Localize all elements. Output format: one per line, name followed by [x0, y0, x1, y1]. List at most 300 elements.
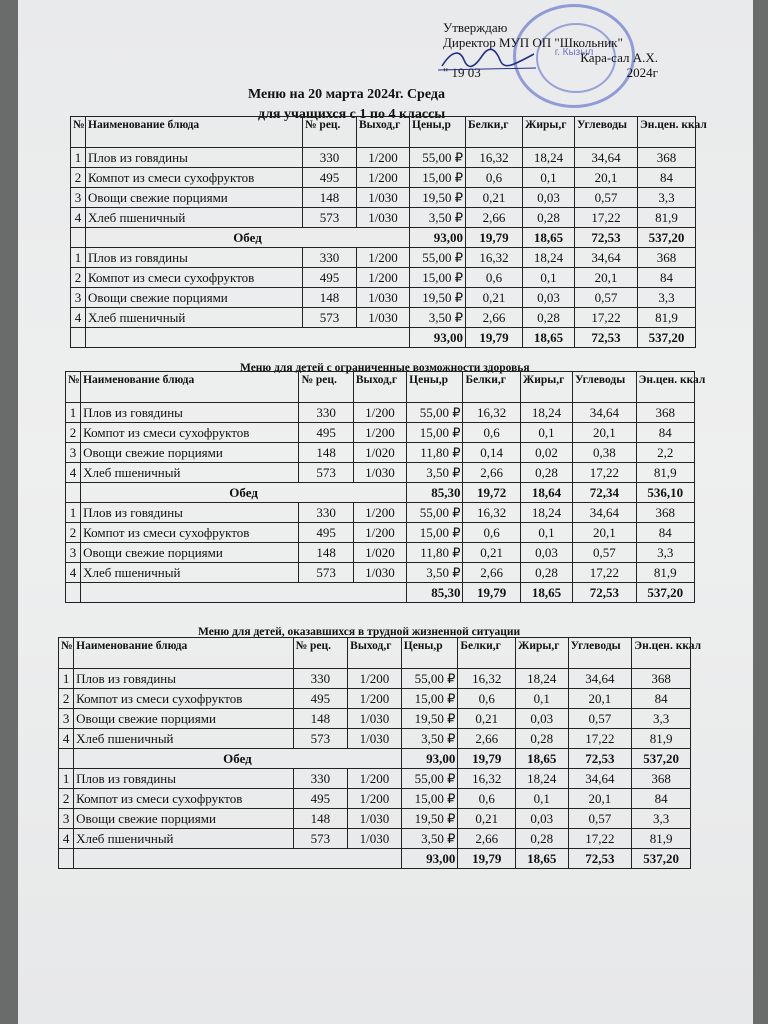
total-price: 85,30 — [407, 483, 463, 503]
row-number: 1 — [59, 669, 74, 689]
table-row — [71, 208, 696, 228]
total-carbohydrates: 72,53 — [568, 749, 632, 769]
fat: 0,28 — [516, 829, 569, 849]
approval-position: Директор МУП ОП "Школьник" — [443, 35, 623, 50]
price: 19,50 ₽ — [410, 188, 466, 208]
fat: 0,1 — [520, 423, 572, 443]
dish-name: Компот из смеси сухофруктов — [86, 268, 303, 288]
energy-value: 84 — [636, 423, 694, 443]
protein: 0,6 — [463, 523, 520, 543]
dish-name: Компот из смеси сухофруктов — [74, 789, 293, 809]
empty-cell — [59, 849, 74, 869]
column-header-price: Цены,р — [401, 638, 458, 669]
energy-value: 84 — [632, 689, 691, 709]
portion-weight: 1/030 — [357, 188, 410, 208]
table-row — [59, 809, 691, 829]
table-row — [59, 709, 691, 729]
carbohydrates: 34,64 — [575, 248, 638, 268]
recipe-number: 330 — [299, 403, 353, 423]
meal-subtotal-row — [66, 483, 695, 503]
table-row — [59, 789, 691, 809]
dish-name: Хлеб пшеничный — [74, 729, 293, 749]
table-row — [59, 729, 691, 749]
total-fat: 18,65 — [523, 228, 575, 248]
column-header-prot: Белки,г — [466, 117, 523, 148]
recipe-number: 573 — [303, 208, 357, 228]
energy-value: 81,9 — [632, 829, 691, 849]
carbohydrates: 0,57 — [575, 188, 638, 208]
column-header-kcal: Эн.цен. ккал — [636, 372, 694, 403]
table-row — [66, 523, 695, 543]
carbohydrates: 34,64 — [575, 148, 638, 168]
table-row — [59, 769, 691, 789]
protein: 0,21 — [463, 543, 520, 563]
dish-name: Овощи свежие порциями — [86, 288, 303, 308]
energy-value: 368 — [632, 769, 691, 789]
meal-label: Обед — [86, 228, 410, 248]
director-name: Кара-сал А.Х. — [580, 50, 658, 65]
portion-weight: 1/200 — [348, 789, 402, 809]
table-row — [71, 308, 696, 328]
protein: 16,32 — [458, 769, 516, 789]
menu-table — [58, 637, 702, 869]
energy-value: 81,9 — [636, 563, 694, 583]
energy-value: 84 — [636, 523, 694, 543]
row-number: 1 — [66, 503, 81, 523]
dish-name: Плов из говядины — [86, 248, 303, 268]
page-subtitle: для учащихся с 1 по 4 классы — [258, 107, 446, 122]
price: 3,50 ₽ — [410, 308, 466, 328]
table-row — [71, 268, 696, 288]
energy-value: 3,3 — [638, 188, 696, 208]
column-header-kcal: Эн.цен. ккал — [638, 117, 696, 148]
table-row — [66, 423, 695, 443]
row-number: 3 — [66, 543, 81, 563]
column-header-name: Наименование блюда — [81, 372, 299, 403]
price: 55,00 ₽ — [401, 769, 458, 789]
carbohydrates: 20,1 — [568, 789, 632, 809]
menu-table — [70, 116, 707, 348]
protein: 0,6 — [458, 789, 516, 809]
empty-cell — [81, 583, 407, 603]
protein: 2,66 — [466, 208, 523, 228]
row-number: 3 — [59, 809, 74, 829]
total-fat: 18,65 — [520, 583, 572, 603]
protein: 0,14 — [463, 443, 520, 463]
total-protein: 19,79 — [458, 749, 516, 769]
energy-value: 368 — [632, 669, 691, 689]
total-row — [71, 328, 696, 348]
portion-weight: 1/030 — [357, 308, 410, 328]
recipe-number: 573 — [303, 308, 357, 328]
official-seal: г. Кызыл — [513, 4, 635, 108]
portion-weight: 1/030 — [357, 208, 410, 228]
energy-value: 3,3 — [632, 809, 691, 829]
recipe-number: 573 — [299, 463, 353, 483]
price: 3,50 ₽ — [401, 829, 458, 849]
portion-weight: 1/200 — [353, 403, 406, 423]
price: 3,50 ₽ — [407, 563, 463, 583]
price: 11,80 ₽ — [407, 543, 463, 563]
table-row — [66, 463, 695, 483]
total-row — [66, 583, 695, 603]
column-header-fat: Жиры,г — [520, 372, 572, 403]
portion-weight: 1/020 — [353, 443, 406, 463]
recipe-number: 330 — [299, 503, 353, 523]
header-row — [59, 638, 691, 669]
portion-weight: 1/200 — [353, 423, 406, 443]
protein: 16,32 — [458, 669, 516, 689]
price: 55,00 ₽ — [410, 248, 466, 268]
protein: 0,6 — [458, 689, 516, 709]
recipe-number: 495 — [299, 523, 353, 543]
energy-value: 81,9 — [632, 729, 691, 749]
fat: 0,03 — [523, 188, 575, 208]
energy-value: 3,3 — [638, 288, 696, 308]
total-energy: 537,20 — [638, 328, 696, 348]
empty-cell — [66, 583, 81, 603]
column-header-name: Наименование блюда — [74, 638, 293, 669]
row-number: 2 — [71, 168, 86, 188]
energy-value: 81,9 — [638, 308, 696, 328]
protein: 0,21 — [466, 288, 523, 308]
total-price: 93,00 — [410, 328, 466, 348]
row-number: 3 — [59, 709, 74, 729]
table-row — [66, 443, 695, 463]
price: 15,00 ₽ — [410, 168, 466, 188]
protein: 2,66 — [458, 729, 516, 749]
protein: 2,66 — [458, 829, 516, 849]
column-header-fat: Жиры,г — [516, 638, 569, 669]
portion-weight: 1/030 — [348, 729, 402, 749]
table-row — [59, 669, 691, 689]
carbohydrates: 20,1 — [573, 523, 636, 543]
carbohydrates: 17,22 — [575, 208, 638, 228]
recipe-number: 330 — [303, 248, 357, 268]
fat: 0,02 — [520, 443, 572, 463]
total-fat: 18,64 — [520, 483, 572, 503]
empty-cell — [71, 228, 86, 248]
empty-cell — [74, 849, 402, 869]
fat: 0,28 — [523, 208, 575, 228]
dish-name: Плов из говядины — [74, 669, 293, 689]
signature-icon — [438, 46, 538, 72]
row-number: 2 — [59, 789, 74, 809]
column-header-carb: Углеводы — [573, 372, 636, 403]
total-carbohydrates: 72,53 — [575, 328, 638, 348]
dish-name: Овощи свежие порциями — [74, 709, 293, 729]
protein: 16,32 — [466, 148, 523, 168]
table-row — [71, 288, 696, 308]
total-carbohydrates: 72,34 — [573, 483, 636, 503]
dish-name: Хлеб пшеничный — [86, 308, 303, 328]
row-number: 2 — [66, 423, 81, 443]
fat: 0,28 — [520, 463, 572, 483]
protein: 0,6 — [466, 168, 523, 188]
total-protein: 19,79 — [466, 228, 523, 248]
price: 19,50 ₽ — [401, 709, 458, 729]
section-heading: Меню для детей с ограниченные возможности здоровья — [240, 362, 530, 374]
portion-weight: 1/200 — [353, 523, 406, 543]
recipe-number: 495 — [303, 268, 357, 288]
fat: 18,24 — [516, 669, 569, 689]
column-header-prot: Белки,г — [458, 638, 516, 669]
row-number: 1 — [71, 148, 86, 168]
table-row — [66, 543, 695, 563]
total-protein: 19,79 — [463, 583, 520, 603]
price: 55,00 ₽ — [410, 148, 466, 168]
price: 19,50 ₽ — [401, 809, 458, 829]
carbohydrates: 0,57 — [573, 543, 636, 563]
total-carbohydrates: 72,53 — [573, 583, 636, 603]
dish-name: Хлеб пшеничный — [81, 463, 299, 483]
header-row — [66, 372, 695, 403]
table-row — [71, 248, 696, 268]
portion-weight: 1/030 — [357, 288, 410, 308]
price: 19,50 ₽ — [410, 288, 466, 308]
recipe-number: 148 — [299, 543, 353, 563]
protein: 16,32 — [463, 503, 520, 523]
energy-value: 368 — [636, 403, 694, 423]
portion-weight: 1/030 — [348, 709, 402, 729]
dish-name: Плов из говядины — [74, 769, 293, 789]
price: 15,00 ₽ — [410, 268, 466, 288]
fat: 0,1 — [520, 523, 572, 543]
carbohydrates: 17,22 — [568, 829, 632, 849]
recipe-number: 330 — [293, 769, 348, 789]
price: 3,50 ₽ — [401, 729, 458, 749]
carbohydrates: 0,38 — [573, 443, 636, 463]
fat: 0,1 — [523, 168, 575, 188]
total-price: 93,00 — [401, 749, 458, 769]
carbohydrates: 17,22 — [568, 729, 632, 749]
fat: 0,1 — [516, 789, 569, 809]
column-header-out: Выход,г — [348, 638, 402, 669]
energy-value: 368 — [636, 503, 694, 523]
portion-weight: 1/030 — [348, 829, 402, 849]
column-header-fat: Жиры,г — [523, 117, 575, 148]
price: 55,00 ₽ — [401, 669, 458, 689]
table-row — [66, 503, 695, 523]
row-number: 4 — [59, 729, 74, 749]
fat: 0,28 — [516, 729, 569, 749]
column-header-rec: № рец. — [299, 372, 353, 403]
portion-weight: 1/200 — [348, 669, 402, 689]
recipe-number: 495 — [303, 168, 357, 188]
column-header-rec: № рец. — [303, 117, 357, 148]
row-number: 3 — [71, 288, 86, 308]
table-row — [66, 563, 695, 583]
meal-subtotal-row — [59, 749, 691, 769]
row-number: 1 — [66, 403, 81, 423]
price: 15,00 ₽ — [401, 689, 458, 709]
approval-date: " 19 03 — [443, 65, 481, 80]
total-carbohydrates: 72,53 — [575, 228, 638, 248]
column-header-rec: № рец. — [293, 638, 348, 669]
energy-value: 3,3 — [636, 543, 694, 563]
column-header-num: № — [71, 117, 86, 148]
carbohydrates: 34,64 — [573, 403, 636, 423]
protein: 0,6 — [466, 268, 523, 288]
column-header-kcal: Эн.цен. ккал — [632, 638, 691, 669]
dish-name: Компот из смеси сухофруктов — [86, 168, 303, 188]
recipe-number: 573 — [299, 563, 353, 583]
price: 15,00 ₽ — [401, 789, 458, 809]
meal-label: Обед — [74, 749, 402, 769]
row-number: 3 — [66, 443, 81, 463]
row-number: 3 — [71, 188, 86, 208]
recipe-number: 148 — [293, 809, 348, 829]
dish-name: Овощи свежие порциями — [86, 188, 303, 208]
portion-weight: 1/200 — [357, 148, 410, 168]
column-header-prot: Белки,г — [463, 372, 520, 403]
total-price: 93,00 — [401, 849, 458, 869]
carbohydrates: 17,22 — [573, 463, 636, 483]
carbohydrates: 17,22 — [575, 308, 638, 328]
price: 11,80 ₽ — [407, 443, 463, 463]
carbohydrates: 34,64 — [568, 669, 632, 689]
section-heading: Меню для детей, оказавшихся в трудной жизненной ситуации — [198, 626, 521, 638]
fat: 0,03 — [520, 543, 572, 563]
dish-name: Плов из говядины — [81, 403, 299, 423]
price: 55,00 ₽ — [407, 503, 463, 523]
total-price: 85,30 — [407, 583, 463, 603]
fat: 0,03 — [516, 809, 569, 829]
fat: 0,03 — [516, 709, 569, 729]
dish-name: Хлеб пшеничный — [86, 208, 303, 228]
meal-label: Обед — [81, 483, 407, 503]
energy-value: 81,9 — [638, 208, 696, 228]
dish-name: Овощи свежие порциями — [74, 809, 293, 829]
recipe-number: 148 — [299, 443, 353, 463]
energy-value: 81,9 — [636, 463, 694, 483]
menu-table — [65, 371, 706, 603]
dish-name: Хлеб пшеничный — [81, 563, 299, 583]
table-row — [59, 689, 691, 709]
row-number: 2 — [71, 268, 86, 288]
dish-name: Овощи свежие порциями — [81, 543, 299, 563]
column-header-carb: Углеводы — [568, 638, 632, 669]
protein: 16,32 — [466, 248, 523, 268]
fat: 0,1 — [516, 689, 569, 709]
recipe-number: 148 — [303, 188, 357, 208]
carbohydrates: 17,22 — [573, 563, 636, 583]
approval-year: 2024г — [626, 65, 658, 80]
carbohydrates: 20,1 — [568, 689, 632, 709]
price: 15,00 ₽ — [407, 423, 463, 443]
carbohydrates: 0,57 — [575, 288, 638, 308]
fat: 18,24 — [520, 403, 572, 423]
portion-weight: 1/030 — [353, 563, 406, 583]
protein: 2,66 — [463, 463, 520, 483]
total-energy: 537,20 — [638, 228, 696, 248]
recipe-number: 573 — [293, 829, 348, 849]
column-header-name: Наименование блюда — [86, 117, 303, 148]
carbohydrates: 20,1 — [575, 268, 638, 288]
carbohydrates: 20,1 — [573, 423, 636, 443]
row-number: 1 — [59, 769, 74, 789]
portion-weight: 1/200 — [357, 248, 410, 268]
recipe-number: 573 — [293, 729, 348, 749]
protein: 16,32 — [463, 403, 520, 423]
total-energy: 536,10 — [636, 483, 694, 503]
portion-weight: 1/200 — [348, 689, 402, 709]
portion-weight: 1/020 — [353, 543, 406, 563]
row-number: 4 — [71, 208, 86, 228]
fat: 18,24 — [523, 248, 575, 268]
total-protein: 19,72 — [463, 483, 520, 503]
empty-cell — [86, 328, 410, 348]
table-row — [71, 148, 696, 168]
fat: 0,03 — [523, 288, 575, 308]
table-row — [59, 829, 691, 849]
total-carbohydrates: 72,53 — [568, 849, 632, 869]
recipe-number: 495 — [293, 689, 348, 709]
recipe-number: 495 — [293, 789, 348, 809]
row-number: 4 — [66, 463, 81, 483]
portion-weight: 1/200 — [353, 503, 406, 523]
dish-name: Компот из смеси сухофруктов — [81, 423, 299, 443]
total-energy: 537,20 — [636, 583, 694, 603]
paper-sheet — [18, 0, 753, 1024]
total-energy: 537,20 — [632, 749, 691, 769]
dish-name: Компот из смеси сухофруктов — [81, 523, 299, 543]
protein: 2,66 — [463, 563, 520, 583]
carbohydrates: 0,57 — [568, 709, 632, 729]
energy-value: 2,2 — [636, 443, 694, 463]
dish-name: Плов из говядины — [81, 503, 299, 523]
row-number: 2 — [59, 689, 74, 709]
meal-subtotal-row — [71, 228, 696, 248]
energy-value: 368 — [638, 248, 696, 268]
column-header-price: Цены,р — [410, 117, 466, 148]
total-protein: 19,79 — [458, 849, 516, 869]
total-protein: 19,79 — [466, 328, 523, 348]
portion-weight: 1/030 — [348, 809, 402, 829]
total-energy: 537,20 — [632, 849, 691, 869]
row-number: 2 — [66, 523, 81, 543]
fat: 0,28 — [523, 308, 575, 328]
energy-value: 84 — [638, 168, 696, 188]
portion-weight: 1/200 — [357, 268, 410, 288]
column-header-price: Цены,р — [407, 372, 463, 403]
empty-cell — [59, 749, 74, 769]
protein: 0,21 — [458, 709, 516, 729]
fat: 18,24 — [516, 769, 569, 789]
price: 3,50 ₽ — [410, 208, 466, 228]
portion-weight: 1/030 — [353, 463, 406, 483]
empty-cell — [71, 328, 86, 348]
header-row — [71, 117, 696, 148]
recipe-number: 148 — [293, 709, 348, 729]
total-fat: 18,65 — [516, 749, 569, 769]
energy-value: 368 — [638, 148, 696, 168]
protein: 2,66 — [466, 308, 523, 328]
protein: 0,6 — [463, 423, 520, 443]
column-header-num: № — [59, 638, 74, 669]
energy-value: 84 — [632, 789, 691, 809]
table-row — [66, 403, 695, 423]
total-price: 93,00 — [410, 228, 466, 248]
table-row — [71, 188, 696, 208]
price: 15,00 ₽ — [407, 523, 463, 543]
fat: 18,24 — [523, 148, 575, 168]
carbohydrates: 0,57 — [568, 809, 632, 829]
dish-name: Компот из смеси сухофруктов — [74, 689, 293, 709]
recipe-number: 330 — [303, 148, 357, 168]
recipe-number: 148 — [303, 288, 357, 308]
energy-value: 3,3 — [632, 709, 691, 729]
